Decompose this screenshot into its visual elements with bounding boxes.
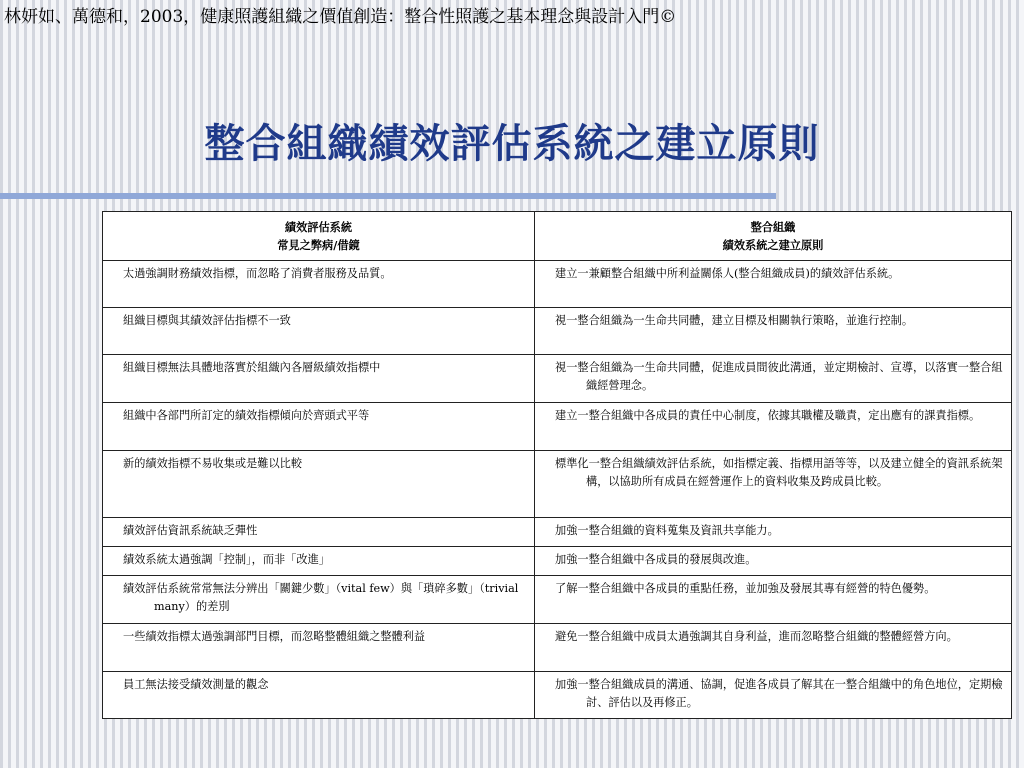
principle-cell bbox=[535, 355, 1012, 403]
column-header-line: 績效系統之建立原則 bbox=[722, 238, 824, 252]
problem-text: 太過強調財務績效指標，而忽略了消費者服務及品質。 bbox=[123, 267, 392, 280]
principles-table bbox=[102, 211, 1012, 719]
principle-text: 建立一整合組織中各成員的責任中心制度，依據其職權及職責，定出應有的課責指標。 bbox=[555, 409, 981, 422]
principle-cell bbox=[535, 518, 1012, 547]
principle-cell bbox=[535, 576, 1012, 624]
problem-text: 一些績效指標太過強調部門目標，而忽略整體組織之整體利益 bbox=[123, 630, 426, 643]
problem-cell bbox=[103, 451, 535, 518]
table-row bbox=[103, 451, 1012, 518]
problem-text: 績效評估系統常常無法分辨出「關鍵少數」（vital few）與「瑣碎多數」（trivial many）的差別 bbox=[123, 582, 519, 613]
principle-text: 了解一整合組織中各成員的重點任務，並加強及發展其專有經營的特色優勢。 bbox=[555, 582, 936, 595]
problem-text: 組織目標與其績效評估指標不一致 bbox=[123, 314, 291, 327]
principle-cell bbox=[535, 624, 1012, 672]
principle-text: 標準化一整合組織績效評估系統，如指標定義、指標用語等等，以及建立健全的資訊系統架構，以協助所有成員在經營運作上的資料收集及跨成員比較。 bbox=[555, 457, 1003, 488]
principle-cell bbox=[535, 672, 1012, 719]
table-row bbox=[103, 518, 1012, 547]
principle-text: 加強一整合組織中各成員的發展與改進。 bbox=[555, 553, 757, 566]
problem-cell bbox=[103, 624, 535, 672]
title-divider bbox=[0, 193, 776, 199]
principle-text: 避免一整合組織中成員太過強調其自身利益，進而忽略整合組織的整體經營方向。 bbox=[555, 630, 958, 643]
column-header-line: 常見之弊病/借鏡 bbox=[277, 238, 360, 252]
table-header-row bbox=[103, 212, 1012, 261]
problem-text: 組織目標無法具體地落實於組織內各層級績效指標中 bbox=[123, 361, 381, 374]
table-row bbox=[103, 403, 1012, 451]
table-row bbox=[103, 355, 1012, 403]
principle-cell bbox=[535, 547, 1012, 576]
problem-cell bbox=[103, 547, 535, 576]
column-header-line: 績效評估系統 bbox=[284, 220, 353, 234]
column-header-principles bbox=[535, 212, 1012, 261]
principle-cell bbox=[535, 451, 1012, 518]
table-row bbox=[103, 624, 1012, 672]
problem-cell bbox=[103, 672, 535, 719]
principle-text: 建立一兼顧整合組織中所利益關係人(整合組織成員)的績效評估系統。 bbox=[555, 267, 900, 280]
problem-text: 組織中各部門所訂定的績效指標傾向於齊頭式平等 bbox=[123, 409, 370, 422]
principle-text: 加強一整合組織成員的溝通、協調，促進各成員了解其在一整合組織中的角色地位，定期檢討、評估以及再修正。 bbox=[555, 678, 1003, 709]
principle-text: 視一整合組織為一生命共同體，建立目標及相關執行策略，並進行控制。 bbox=[555, 314, 914, 327]
problem-cell bbox=[103, 355, 535, 403]
problem-text: 員工無法接受績效測量的觀念 bbox=[123, 678, 269, 691]
problem-text: 新的績效指標不易收集或是難以比較 bbox=[123, 457, 303, 470]
page-title: 整合組織績效評估系統之建立原則 bbox=[204, 120, 820, 167]
table-row bbox=[103, 308, 1012, 355]
problem-cell bbox=[103, 308, 535, 355]
table-row bbox=[103, 261, 1012, 308]
principle-cell bbox=[535, 308, 1012, 355]
column-header-line: 整合組織 bbox=[750, 220, 796, 234]
problem-cell bbox=[103, 261, 535, 308]
problem-cell bbox=[103, 576, 535, 624]
citation-header: 林妍如、萬德和，2003，健康照護組織之價值創造：整合性照護之基本理念與設計入門© bbox=[4, 7, 677, 27]
problem-text: 績效系統太過強調「控制」，而非「改進」 bbox=[123, 553, 330, 566]
column-header-problems bbox=[103, 212, 535, 261]
principle-cell bbox=[535, 261, 1012, 308]
principle-text: 視一整合組織為一生命共同體，促進成員間彼此溝通，並定期檢討、宣導，以落實一整合組織經營理念。 bbox=[555, 361, 1003, 392]
problem-text: 績效評估資訊系統缺乏彈性 bbox=[123, 524, 258, 537]
principle-cell bbox=[535, 403, 1012, 451]
principle-text: 加強一整合組織的資料蒐集及資訊共享能力。 bbox=[555, 524, 779, 537]
problem-cell bbox=[103, 403, 535, 451]
problem-cell bbox=[103, 518, 535, 547]
table-row bbox=[103, 547, 1012, 576]
table-row bbox=[103, 672, 1012, 719]
table-row bbox=[103, 576, 1012, 624]
